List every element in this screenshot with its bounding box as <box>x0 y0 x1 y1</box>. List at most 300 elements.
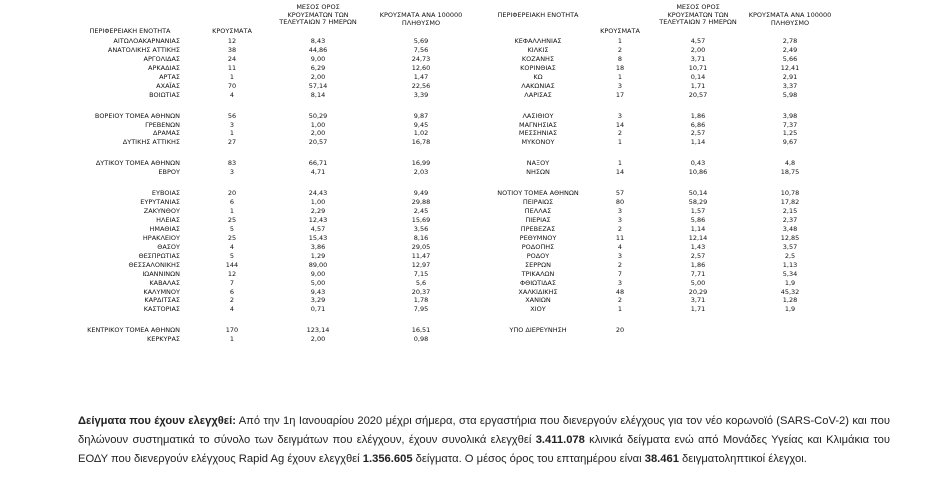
per-100k-cell: 5,98 <box>782 90 798 99</box>
average-cell: 2,00 <box>310 335 326 344</box>
table-row <box>80 189 480 198</box>
table-row <box>488 129 880 138</box>
per-100k-cell: 5,69 <box>413 37 429 45</box>
average-cell: 20,57 <box>688 90 708 99</box>
row-spacer <box>80 100 480 112</box>
per-100k-cell: 20,37 <box>411 287 431 296</box>
table-row <box>488 159 880 168</box>
per-100k-cell: 0,98 <box>413 335 429 344</box>
cases-cell: 20 <box>227 189 237 198</box>
cases-cell: 1 <box>229 335 235 344</box>
region-cell: ΥΠΟ ΔΙΕΡΕΥΝΗΣΗ <box>509 326 567 335</box>
table-row <box>80 225 480 234</box>
per-100k-cell: 12,97 <box>411 260 431 269</box>
table-row <box>80 46 480 55</box>
per-100k-cell: 4,8 <box>784 159 796 168</box>
per-100k-cell: 8,16 <box>413 233 429 242</box>
table-row <box>80 216 480 225</box>
table-row <box>488 279 880 288</box>
average-cell: 50,29 <box>308 111 328 120</box>
region-cell: ΠΕΛΛΑΣ <box>524 207 552 216</box>
region-cell: ΗΜΑΘΙΑΣ <box>149 224 180 233</box>
header-7day-average: ΜΕΣΟΣ ΟΡΟΣ ΚΡΟΥΣΜΑΤΩΝ ΤΩΝ ΤΕΛΕΥΤΑΙΩΝ 7 ΗΜΕΡΩΝ <box>659 3 737 27</box>
per-100k-cell: 17,82 <box>780 198 800 207</box>
tests-text-3: δείγματα. Ο μέσος όρος του επταημέρου είναι <box>412 453 645 465</box>
cases-cell: 20 <box>615 326 625 335</box>
per-100k-cell: 1,28 <box>782 296 798 305</box>
table-row <box>488 73 880 82</box>
table-row <box>488 55 880 64</box>
table-row <box>488 64 880 73</box>
tests-text-4: δειγματοληπτικοί έλεγχοι. <box>678 453 807 465</box>
per-100k-cell: 29,05 <box>411 242 431 251</box>
cases-cell: 4 <box>229 90 235 99</box>
cases-table-left <box>80 2 480 344</box>
tests-summary-paragraph <box>78 412 890 469</box>
tests-text-1: Από την 1η Ιανουαρίου 2020 μέχρι σήμερα, στα εργαστήρια που διενεργούν ελέγχους για τον νέο κορωνοϊό (SARS-CoV-2) και που δηλώνουν συστηματικά το σύνολο των δειγμάτων που ελέγχουν, έχουν συνολικά ελεγχθεί <box>78 415 891 446</box>
cases-cell: 3 <box>229 168 235 177</box>
average-cell: 3,86 <box>310 242 326 251</box>
region-cell: ΛΑΚΩΝΙΑΣ <box>521 81 555 90</box>
per-100k-cell: 1,02 <box>413 129 429 138</box>
average-cell: 44,86 <box>308 45 328 54</box>
region-cell: ΜΕΣΣΗΝΙΑΣ <box>518 129 558 138</box>
table-row <box>80 261 480 270</box>
table-row <box>80 326 480 335</box>
table-row <box>80 91 480 100</box>
average-cell: 1,71 <box>690 81 706 90</box>
average-cell: 1,00 <box>310 120 326 129</box>
cases-cell: 11 <box>227 63 237 72</box>
table-row <box>488 189 880 198</box>
table-body <box>488 37 880 335</box>
table-row <box>80 288 480 297</box>
cases-cell: 3 <box>617 207 623 216</box>
table-row <box>80 138 480 147</box>
region-cell: ΘΕΣΣΑΛΟΝΙΚΗΣ <box>128 260 180 269</box>
region-cell: ΧΙΟΥ <box>530 305 546 314</box>
region-cell: ΧΑΝΙΩΝ <box>525 296 551 305</box>
pcr-total: 3.411.078 <box>535 434 585 446</box>
region-cell: ΝΗΣΩΝ <box>526 168 550 177</box>
region-cell: ΝΟΤΙΟΥ ΤΟΜΕΑ ΑΘΗΝΩΝ <box>497 189 579 198</box>
per-100k-cell: 7,95 <box>413 305 429 314</box>
region-cell: ΚΩ <box>533 72 543 81</box>
cases-cell: 2 <box>617 224 623 233</box>
average-cell: 50,14 <box>688 189 708 198</box>
cases-cell: 3 <box>617 216 623 224</box>
per-100k-cell: 1,9 <box>784 305 796 314</box>
row-spacer <box>488 177 880 189</box>
average-cell: 123,14 <box>306 326 330 335</box>
table-row <box>488 252 880 261</box>
region-cell: ΡΟΔΟΠΗΣ <box>521 242 555 251</box>
header-per-100k: ΚΡΟΥΣΜΑΤΑ ΑΝΑ 100000 ΠΛΗΘΥΣΜΟ <box>379 11 463 27</box>
cases-cell: 12 <box>227 269 237 278</box>
average-cell: 0,14 <box>690 72 706 81</box>
region-cell: ΑΡΚΑΔΙΑΣ <box>148 63 180 72</box>
per-100k-cell: 3,57 <box>782 242 798 251</box>
average-cell: 20,57 <box>308 138 328 147</box>
average-cell: 4,57 <box>310 224 326 233</box>
per-100k-cell: 3,48 <box>782 224 798 233</box>
region-cell: ΠΙΕΡΙΑΣ <box>525 216 551 224</box>
cases-cell: 7 <box>617 269 623 278</box>
table-header <box>80 2 480 37</box>
average-cell: 10,71 <box>688 63 708 72</box>
cases-cell: 2 <box>617 260 623 269</box>
header-cases: ΚΡΟΥΣΜΑΤΑ <box>212 27 252 35</box>
region-cell: ΘΑΣΟΥ <box>157 242 180 251</box>
region-cell: ΚΟΡΙΝΘΙΑΣ <box>520 63 556 72</box>
region-cell: ΚΑΡΔΙΤΣΑΣ <box>144 296 180 305</box>
row-spacer <box>488 147 880 159</box>
table-row <box>488 305 880 314</box>
average-cell: 1,86 <box>690 111 706 120</box>
per-100k-cell: 18,75 <box>780 168 800 177</box>
header-region: ΠΕΡΙΦΕΡΕΙΑΚΗ ΕΝΟΤΗΤΑ <box>89 27 171 35</box>
cases-cell: 2 <box>617 45 623 54</box>
region-cell: ΘΕΣΠΡΩΤΙΑΣ <box>138 251 180 260</box>
table-row <box>80 252 480 261</box>
average-cell: 8,14 <box>310 90 326 99</box>
header-cases: ΚΡΟΥΣΜΑΤΑ <box>600 27 640 35</box>
per-100k-cell: 3,98 <box>782 111 798 120</box>
per-100k-cell: 2,45 <box>413 207 429 216</box>
region-cell: ΦΘΙΩΤΙΔΑΣ <box>519 278 556 287</box>
region-cell: ΛΑΣΙΘΙΟΥ <box>522 111 554 120</box>
cases-cell: 7 <box>229 278 235 287</box>
average-cell: 5,00 <box>310 278 326 287</box>
cases-cell: 17 <box>615 90 625 99</box>
average-cell: 1,57 <box>690 207 706 216</box>
average-cell: 9,00 <box>310 54 326 63</box>
region-cell: ΚΑΣΤΟΡΙΑΣ <box>143 305 180 314</box>
table-row <box>488 296 880 305</box>
per-100k-cell: 1,9 <box>784 278 796 287</box>
cases-cell: 144 <box>225 260 239 269</box>
table-row <box>488 82 880 91</box>
cases-cell: 38 <box>227 45 237 54</box>
table-row <box>488 225 880 234</box>
per-100k-cell: 11,47 <box>411 251 431 260</box>
average-cell: 9,43 <box>310 287 326 296</box>
per-100k-cell: 5,6 <box>415 278 427 287</box>
region-cell: ΑΡΤΑΣ <box>159 72 180 81</box>
tests-text-2: κλινικά δείγματα ενώ από Μονάδες Υγείας και Κλιμάκια του ΕΟΔΥ που διενεργούν ελέγχους Rapid Ag έχουν ελεγχθεί <box>78 434 890 465</box>
table-row <box>80 279 480 288</box>
table-row <box>488 91 880 100</box>
cases-cell: 3 <box>617 111 623 120</box>
per-100k-cell: 2,15 <box>782 207 798 216</box>
region-cell: ΡΕΘΥΜΝΟΥ <box>519 233 557 242</box>
average-cell: 89,00 <box>308 260 328 269</box>
average-cell: 1,43 <box>690 242 706 251</box>
cases-cell: 5 <box>229 251 235 260</box>
average-cell: 57,14 <box>308 81 328 90</box>
per-100k-cell: 1,78 <box>413 296 429 305</box>
average-cell: 58,29 <box>688 198 708 207</box>
cases-cell: 80 <box>615 198 625 207</box>
table-row <box>80 168 480 177</box>
average-cell: 20,29 <box>688 287 708 296</box>
per-100k-cell: 3,39 <box>413 90 429 99</box>
average-cell: 5,86 <box>690 216 706 224</box>
region-cell: ΣΕΡΡΩΝ <box>525 260 551 269</box>
cases-table-right <box>488 2 880 335</box>
average-cell: 3,71 <box>690 54 706 63</box>
per-100k-cell: 22,56 <box>411 81 431 90</box>
cases-cell: 6 <box>229 287 235 296</box>
region-cell: ΖΑΚΥΝΘΟΥ <box>143 207 180 216</box>
per-100k-cell: 3,37 <box>782 81 798 90</box>
table-row <box>80 64 480 73</box>
region-cell: ΚΑΛΥΜΝΟΥ <box>143 287 180 296</box>
table-row <box>488 326 880 335</box>
average-cell: 1,14 <box>690 224 706 233</box>
table-row <box>80 198 480 207</box>
average-cell: 2,57 <box>690 129 706 138</box>
cases-cell: 1 <box>229 129 235 138</box>
average-cell: 10,86 <box>688 168 708 177</box>
table-row <box>80 159 480 168</box>
table-row <box>80 243 480 252</box>
average-cell: 12,43 <box>308 216 328 224</box>
region-cell: ΚΕΝΤΡΙΚΟΥ ΤΟΜΕΑ ΑΘΗΝΩΝ <box>87 326 180 335</box>
region-cell: ΕΥΡΥΤΑΝΙΑΣ <box>140 198 180 207</box>
cases-cell: 12 <box>227 37 237 45</box>
row-spacer <box>80 147 480 159</box>
table-row <box>80 121 480 130</box>
cases-cell: 24 <box>227 54 237 63</box>
per-100k-cell: 9,87 <box>413 111 429 120</box>
table-row <box>488 138 880 147</box>
region-cell: ΕΒΡΟΥ <box>158 168 180 177</box>
cases-cell: 5 <box>229 224 235 233</box>
cases-cell: 6 <box>229 198 235 207</box>
row-spacer <box>488 100 880 112</box>
per-100k-cell: 9,49 <box>413 189 429 198</box>
rapid-total: 1.356.605 <box>362 453 413 465</box>
average-cell: 3,29 <box>310 296 326 305</box>
table-row <box>80 234 480 243</box>
region-cell: ΑΙΤΩΛΟΑΚΑΡΝΑΝΙΑΣ <box>113 37 180 45</box>
average-cell: 1,00 <box>310 198 326 207</box>
region-cell: ΧΑΛΚΙΔΙΚΗΣ <box>518 287 558 296</box>
average-cell: 2,57 <box>690 251 706 260</box>
cases-cell: 2 <box>229 296 235 305</box>
table-row <box>488 234 880 243</box>
region-cell: ΗΡΑΚΛΕΙΟΥ <box>142 233 180 242</box>
per-100k-cell: 2,49 <box>782 45 798 54</box>
header-7day-average: ΜΕΣΟΣ ΟΡΟΣ ΚΡΟΥΣΜΑΤΩΝ ΤΩΝ ΤΕΛΕΥΤΑΙΩΝ 7 ΗΜΕΡΩΝ <box>279 3 357 27</box>
cases-cell: 11 <box>615 233 625 242</box>
weekly-average: 38.461 <box>644 453 679 465</box>
cases-cell: 1 <box>617 138 623 147</box>
cases-cell: 57 <box>615 189 625 198</box>
cases-cell: 27 <box>227 138 237 147</box>
cases-cell: 3 <box>229 120 235 129</box>
table-body <box>80 37 480 344</box>
region-cell: ΑΝΑΤΟΛΙΚΗΣ ΑΤΤΙΚΗΣ <box>107 45 180 54</box>
cases-cell: 25 <box>227 233 237 242</box>
cases-cell: 1 <box>617 72 623 81</box>
average-cell: 1,14 <box>690 138 706 147</box>
header-region: ΠΕΡΙΦΕΡΕΙΑΚΗ ΕΝΟΤΗΤΑ <box>497 11 579 19</box>
table-row <box>488 121 880 130</box>
row-spacer <box>80 314 480 326</box>
table-row <box>80 37 480 46</box>
per-100k-cell: 9,67 <box>782 138 798 147</box>
average-cell: 3,71 <box>690 296 706 305</box>
per-100k-cell: 29,88 <box>411 198 431 207</box>
per-100k-cell: 3,56 <box>413 224 429 233</box>
table-row <box>80 55 480 64</box>
cases-cell: 2 <box>617 296 623 305</box>
table-row <box>488 198 880 207</box>
per-100k-cell: 1,47 <box>413 72 429 81</box>
cases-cell: 70 <box>227 81 237 90</box>
cases-cell: 83 <box>227 159 237 168</box>
header-per-100k: ΚΡΟΥΣΜΑΤΑ ΑΝΑ 100000 ΠΛΗΘΥΣΜΟ <box>748 11 832 27</box>
per-100k-cell: 2,78 <box>782 37 798 45</box>
per-100k-cell: 2,37 <box>782 216 798 224</box>
cases-cell: 1 <box>229 72 235 81</box>
table-row <box>488 261 880 270</box>
table-row <box>488 37 880 46</box>
region-cell: ΚΕΡΚΥΡΑΣ <box>147 335 180 344</box>
per-100k-cell: 1,25 <box>782 129 798 138</box>
table-row <box>488 168 880 177</box>
table-row <box>80 73 480 82</box>
cases-cell: 14 <box>615 168 625 177</box>
table-row <box>488 243 880 252</box>
region-cell: ΒΟΡΕΙΟΥ ΤΟΜΕΑ ΑΘΗΝΩΝ <box>94 111 180 120</box>
average-cell: 1,29 <box>310 251 326 260</box>
cases-cell: 2 <box>617 129 623 138</box>
cases-cell: 14 <box>615 120 625 129</box>
per-100k-cell: 16,51 <box>411 326 431 335</box>
region-cell: ΑΡΓΟΛΙΔΑΣ <box>143 54 180 63</box>
per-100k-cell: 2,5 <box>784 251 796 260</box>
table-row <box>488 207 880 216</box>
region-cell: ΔΥΤΙΚΗΣ ΑΤΤΙΚΗΣ <box>122 138 180 147</box>
average-cell: 7,71 <box>690 269 706 278</box>
cases-cell: 25 <box>227 216 237 224</box>
per-100k-cell: 7,56 <box>413 45 429 54</box>
region-cell: ΡΟΔΟΥ <box>526 251 550 260</box>
cases-cell: 18 <box>615 63 625 72</box>
row-spacer <box>488 314 880 326</box>
cases-cell: 1 <box>617 159 623 168</box>
per-100k-cell: 24,73 <box>411 54 431 63</box>
cases-cell: 1 <box>617 37 623 45</box>
average-cell: 2,29 <box>310 207 326 216</box>
region-cell: ΜΑΓΝΗΣΙΑΣ <box>518 120 557 129</box>
region-cell: ΒΟΙΩΤΙΑΣ <box>149 90 180 99</box>
cases-cell: 56 <box>227 111 237 120</box>
per-100k-cell: 7,37 <box>782 120 798 129</box>
average-cell: 12,14 <box>688 233 708 242</box>
table-row <box>80 112 480 121</box>
region-cell: ΚΙΛΚΙΣ <box>527 45 549 54</box>
region-cell: ΤΡΙΚΑΛΩΝ <box>521 269 555 278</box>
per-100k-cell: 5,34 <box>782 269 798 278</box>
cases-cell: 4 <box>617 242 623 251</box>
region-cell: ΙΩΑΝΝΙΝΩΝ <box>142 269 180 278</box>
table-row <box>488 288 880 297</box>
region-cell: ΔΥΤΙΚΟΥ ΤΟΜΕΑ ΑΘΗΝΩΝ <box>95 159 180 168</box>
per-100k-cell: 2,91 <box>782 72 798 81</box>
average-cell: 6,29 <box>310 63 326 72</box>
cases-cell: 3 <box>617 251 623 260</box>
region-cell: ΑΧΑΪΑΣ <box>156 81 180 90</box>
region-cell: ΠΕΙΡΑΙΩΣ <box>522 198 554 207</box>
per-100k-cell: 16,99 <box>411 159 431 168</box>
per-100k-cell: 2,03 <box>413 168 429 177</box>
region-cell: ΛΑΡΙΣΑΣ <box>524 90 552 99</box>
region-cell: ΕΥΒΟΙΑΣ <box>151 189 180 198</box>
average-cell: 66,71 <box>308 159 328 168</box>
per-100k-cell: 7,15 <box>413 269 429 278</box>
region-cell: ΜΥΚΟΝΟΥ <box>521 138 555 147</box>
region-cell: ΚΑΒΑΛΑΣ <box>149 278 180 287</box>
average-cell: 5,00 <box>690 278 706 287</box>
region-cell: ΓΡΕΒΕΝΩΝ <box>145 120 180 129</box>
table-row <box>80 296 480 305</box>
table-row <box>80 129 480 138</box>
table-row <box>80 335 480 344</box>
average-cell: 2,00 <box>310 72 326 81</box>
table-row <box>80 305 480 314</box>
table-row <box>80 207 480 216</box>
row-spacer <box>80 177 480 189</box>
per-100k-cell: 5,66 <box>782 54 798 63</box>
average-cell: 8,43 <box>310 37 326 45</box>
table-row <box>488 112 880 121</box>
per-100k-cell: 10,78 <box>780 189 800 198</box>
table-row <box>80 82 480 91</box>
cases-cell: 1 <box>617 305 623 314</box>
tests-heading: Δείγματα που έχουν ελεγχθεί: <box>78 415 236 427</box>
region-cell: ΠΡΕΒΕΖΑΣ <box>520 224 556 233</box>
average-cell: 2,00 <box>310 129 326 138</box>
table-row <box>80 270 480 279</box>
per-100k-cell: 12,60 <box>411 63 431 72</box>
cases-cell: 48 <box>615 287 625 296</box>
region-cell: ΚΕΦΑΛΛΗΝΙΑΣ <box>514 37 562 45</box>
cases-cell: 1 <box>229 207 235 216</box>
per-100k-cell: 1,13 <box>782 260 798 269</box>
cases-cell: 4 <box>229 242 235 251</box>
per-100k-cell: 16,78 <box>411 138 431 147</box>
region-cell: ΚΟΖΑΝΗΣ <box>521 54 555 63</box>
average-cell: 4,71 <box>310 168 326 177</box>
per-100k-cell: 45,32 <box>780 287 800 296</box>
region-cell: ΔΡΑΜΑΣ <box>153 129 180 138</box>
table-row <box>488 270 880 279</box>
cases-cell: 4 <box>229 305 235 314</box>
per-100k-cell: 12,41 <box>780 63 800 72</box>
average-cell: 9,00 <box>310 269 326 278</box>
cases-cell: 8 <box>617 54 623 63</box>
average-cell: 2,00 <box>690 45 706 54</box>
cases-cell: 3 <box>617 278 623 287</box>
per-100k-cell: 12,85 <box>780 233 800 242</box>
region-cell: ΝΑΞΟΥ <box>526 159 550 168</box>
region-cell: ΗΛΕΙΑΣ <box>156 216 180 224</box>
average-cell: 24,43 <box>308 189 328 198</box>
